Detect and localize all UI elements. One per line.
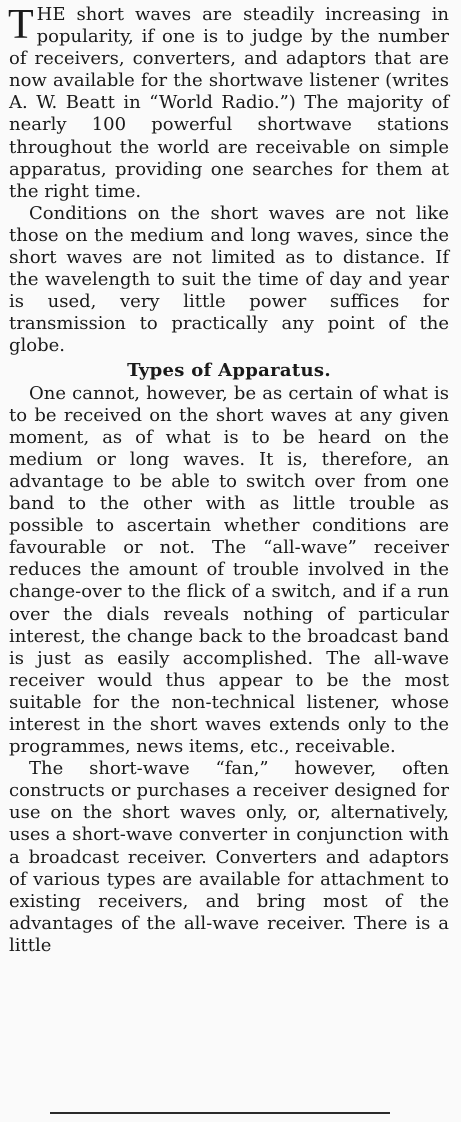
section-heading: Types of Apparatus. bbox=[127, 359, 331, 381]
paragraph-4: The short-wave “fan,” however, often constructs or purchases a receiver designed for use on the short waves only, or, alternatively, uses a short-wave converter in conjunction with a broadcast receiver. Converters and adaptors of various types are available for attachment to existing receivers, and bring most of the advantages of the all-wave receiver. There is a little bbox=[9, 758, 449, 956]
paragraph-2: Conditions on the short waves are not like those on the medium and long waves, since the short waves are not limited as to distance. If the wavelength to suit the time of day and year is used, very little power suffices for transmission to practically any point of the globe. bbox=[9, 202, 449, 357]
column-end-rule bbox=[50, 1112, 390, 1114]
paragraph-3: One cannot, however, be as certain of what is to be received on the short waves at any given moment, as of what is to be heard on the medium or long waves. It is, therefore, an advantage to be able to switch over from one band to the other with as little trouble as possible to ascertain whether conditions are favourable or not. The “all-wave” receiver reduces the amount of trouble involved in the change-over to the flick of a switch, and if a run over the dials reveals nothing of particular interest, the change back to the broadcast band is just as easily accomplished. The all-wave receiver would thus appear to be the most suitable for the non-technical listener, whose interest in the short waves extends only to the programmes, news items, etc., receivable. bbox=[9, 382, 449, 758]
paragraph-1 bbox=[9, 4, 449, 203]
article-column bbox=[9, 4, 449, 957]
paragraph-1-text: HE short waves are steadily increasing in popularity, if one is to judge by the number of receivers, converters, and adaptors that are now available for the shortwave listener (writes A. W. Beatt in “World Radio.”) The majority of nearly 100 powerful shortwave stations throughout the world are receivable on simple apparatus, providing one searches for them at the right time. bbox=[9, 4, 449, 202]
drop-cap: T bbox=[8, 2, 34, 48]
